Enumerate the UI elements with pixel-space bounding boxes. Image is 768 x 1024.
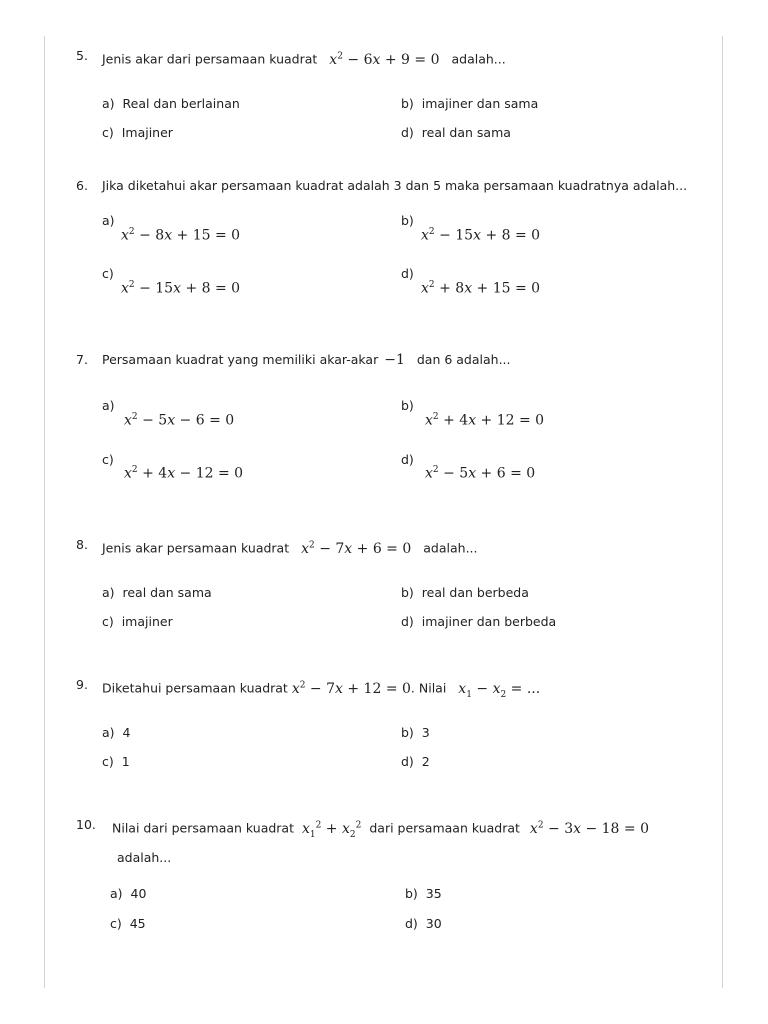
question-9-text <box>102 677 540 702</box>
question-7-option-a-letter[interactable]: a) <box>102 398 115 413</box>
option-text: real dan berbeda <box>421 585 529 600</box>
option-text: 3 <box>421 725 430 740</box>
question-9-option-b[interactable] <box>401 725 430 741</box>
question-9-option-d[interactable] <box>401 754 430 770</box>
question-10-text-line2: adalah... <box>117 850 172 865</box>
question-8-suffix: adalah... <box>423 540 478 556</box>
question-10-prefix: Nilai dari persamaan kuadrat <box>112 820 294 836</box>
question-9-equation: $x^2 - 7x + 12 = 0$ <box>291 680 411 697</box>
question-5-number: 5. <box>76 48 88 63</box>
question-5-prefix: Jenis akar dari persamaan kuadrat <box>102 51 318 67</box>
option-text: imajiner dan sama <box>421 96 539 111</box>
question-5-option-a[interactable] <box>102 96 240 112</box>
question-7-option-c-letter[interactable]: c) <box>102 452 114 467</box>
option-letter: b) <box>401 96 414 111</box>
question-6-option-d-letter[interactable]: d) <box>401 266 414 281</box>
question-7-number: 7. <box>76 352 88 367</box>
option-letter: a) <box>102 96 115 111</box>
question-6-text: Jika diketahui akar persamaan kuadrat adalah 3 dan 5 maka persamaan kuadratnya adalah... <box>102 178 688 193</box>
question-5-text <box>102 48 506 68</box>
option-letter: a) <box>102 725 115 740</box>
question-7-option-b-equation[interactable]: $x^2 + 4x + 12 = 0$ <box>425 412 545 429</box>
option-text: imajiner dan berbeda <box>421 614 557 629</box>
option-text: 2 <box>421 754 430 769</box>
option-letter: a) <box>110 886 123 901</box>
question-10-middle: dari persamaan kuadrat <box>369 820 520 836</box>
question-7-option-a-equation[interactable]: $x^2 - 5x - 6 = 0$ <box>124 412 235 429</box>
question-7-option-b-letter[interactable]: b) <box>401 398 414 413</box>
question-6-option-a-letter[interactable]: a) <box>102 213 115 228</box>
question-7-option-d-letter[interactable]: d) <box>401 452 414 467</box>
question-6-number: 6. <box>76 178 88 193</box>
question-8-option-a[interactable] <box>102 585 212 601</box>
question-7-text <box>102 352 511 368</box>
question-8-text <box>102 537 478 557</box>
option-text: real dan sama <box>122 585 212 600</box>
option-letter: d) <box>401 125 414 140</box>
question-10-number: 10. <box>76 817 96 832</box>
question-8-option-d[interactable] <box>401 614 556 630</box>
option-letter: a) <box>102 585 115 600</box>
question-9-middle: . Nilai <box>410 680 447 696</box>
question-9-option-c[interactable] <box>102 754 130 770</box>
question-7-suffix: dan 6 adalah... <box>416 352 511 367</box>
option-text: 40 <box>130 886 147 901</box>
option-text: 1 <box>121 754 130 769</box>
question-8-option-b[interactable] <box>401 585 529 601</box>
question-6-option-c-letter[interactable]: c) <box>102 266 114 281</box>
question-5-option-c[interactable] <box>102 125 173 141</box>
question-10-equation: $x^2 - 3x - 18 = 0$ <box>529 820 650 837</box>
question-6-option-b-letter[interactable]: b) <box>401 213 414 228</box>
question-10-option-b[interactable] <box>405 886 442 902</box>
option-letter: c) <box>102 754 114 769</box>
option-letter: c) <box>102 125 114 140</box>
option-letter: d) <box>401 614 414 629</box>
option-text: 4 <box>122 725 131 740</box>
question-7-option-d-equation[interactable]: $x^2 - 5x + 6 = 0$ <box>425 465 536 482</box>
option-text: real dan sama <box>421 125 511 140</box>
option-text: 35 <box>425 886 442 901</box>
question-8-option-c[interactable] <box>102 614 173 630</box>
question-9-expression: $x_1 - x_2$ = ... <box>458 680 541 700</box>
option-letter: c) <box>110 916 122 931</box>
question-6-option-b-equation[interactable]: $x^2 - 15x + 8 = 0$ <box>421 227 541 244</box>
question-8-number: 8. <box>76 537 88 552</box>
option-letter: b) <box>401 585 414 600</box>
question-8-equation: $x^2 - 7x + 6 = 0$ <box>301 540 412 557</box>
question-10-expression: $x_1^2 + x_2^2$ <box>301 820 362 840</box>
question-5-option-d[interactable] <box>401 125 511 141</box>
page-border-right <box>722 36 723 988</box>
question-7-prefix: Persamaan kuadrat yang memiliki akar-akar <box>102 352 379 367</box>
question-6-option-a-equation[interactable]: $x^2 - 8x + 15 = 0$ <box>121 227 241 244</box>
question-9-prefix: Diketahui persamaan kuadrat <box>102 680 288 696</box>
option-text: imajiner <box>121 614 173 629</box>
question-5-option-b[interactable] <box>401 96 538 112</box>
option-text: 45 <box>129 916 146 931</box>
question-7-option-c-equation[interactable]: $x^2 + 4x - 12 = 0$ <box>124 465 244 482</box>
question-5-equation: $x^2 - 6x + 9 = 0$ <box>329 51 440 68</box>
question-9-number: 9. <box>76 677 88 692</box>
option-letter: b) <box>405 886 418 901</box>
question-7-equation: −1 <box>384 352 405 368</box>
option-letter: d) <box>401 754 414 769</box>
question-10-option-a[interactable] <box>110 886 146 902</box>
option-letter: b) <box>401 725 414 740</box>
question-10-option-c[interactable] <box>110 916 146 932</box>
option-text: Real dan berlainan <box>122 96 240 111</box>
question-6-option-c-equation[interactable]: $x^2 - 15x + 8 = 0$ <box>121 280 241 297</box>
page-border-left <box>44 36 45 988</box>
option-text: 30 <box>425 916 442 931</box>
option-letter: d) <box>405 916 418 931</box>
option-letter: c) <box>102 614 114 629</box>
question-9-option-a[interactable] <box>102 725 130 741</box>
question-5-suffix: adalah... <box>451 51 506 67</box>
option-text: Imajiner <box>121 125 173 140</box>
question-8-prefix: Jenis akar persamaan kuadrat <box>102 540 290 556</box>
question-10-text <box>112 817 649 842</box>
question-6-option-d-equation[interactable]: $x^2 + 8x + 15 = 0$ <box>421 280 541 297</box>
question-10-option-d[interactable] <box>405 916 442 932</box>
